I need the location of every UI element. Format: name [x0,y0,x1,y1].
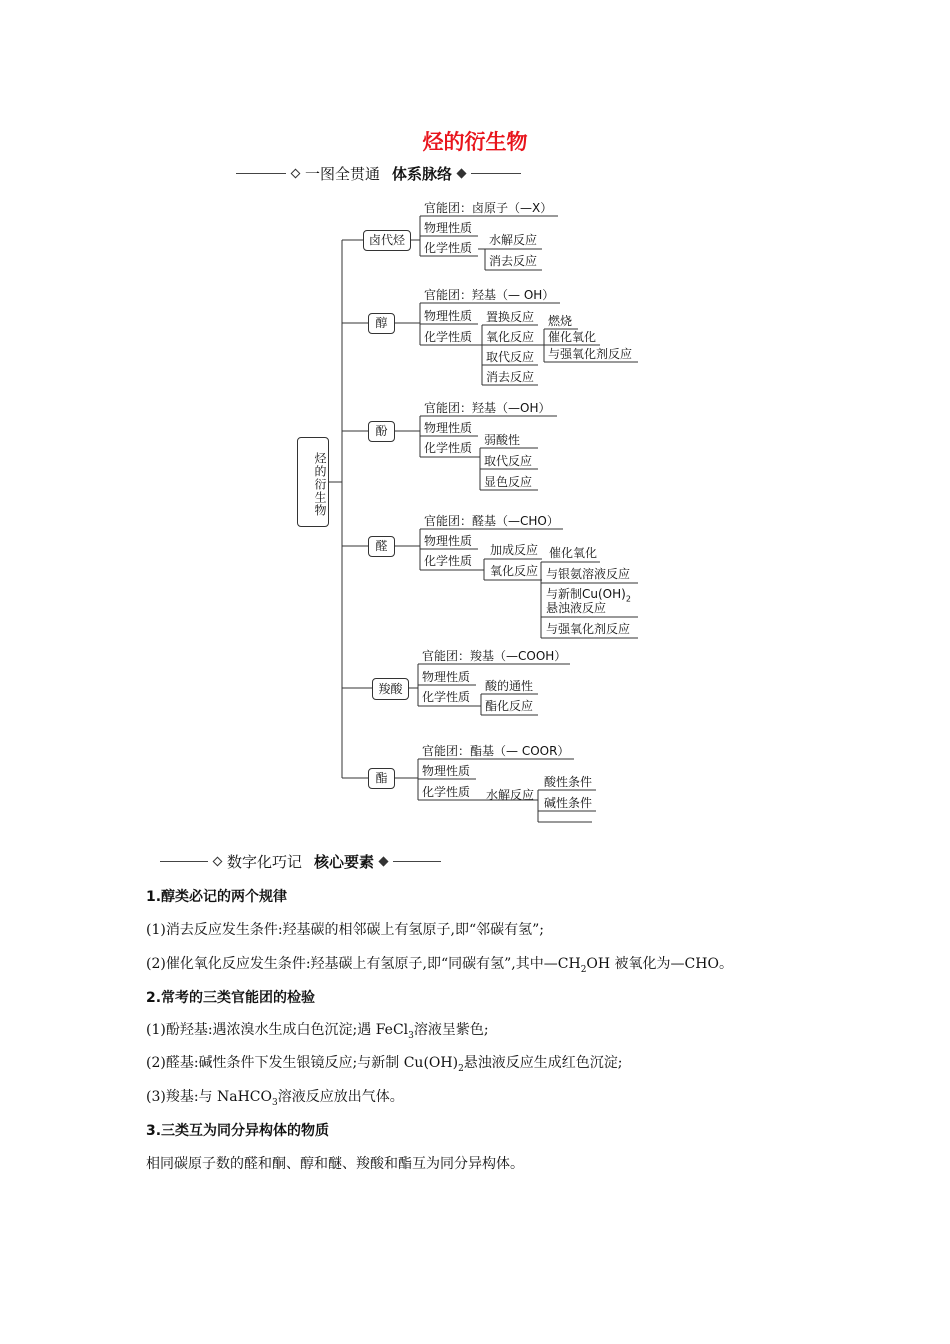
halo-chem: 化学性质 [424,241,473,255]
halo-r1: 水解反应 [489,233,538,247]
subscript: 2 [458,1063,464,1074]
paragraph [146,1019,489,1041]
text: (1)酚羟基:遇浓溴水生成白色沉淀;遇 FeCl [146,1022,409,1038]
subscript: 3 [272,1097,278,1108]
phenol-group: 官能团：羟基（—OH） [424,401,551,415]
subscript: 2 [580,964,587,975]
halo-group: 官能团：卤原子（—X） [424,201,553,215]
heading-2: 2.常考的三类官能团的检验 [146,990,316,1006]
acid-chem: 化学性质 [422,690,471,704]
acid-r1: 酸的通性 [485,679,534,693]
section-header-right: 体系脉络 [392,165,453,183]
alcohol-o1: 燃烧 [548,314,573,328]
aldehyde-o1: 催化氧化 [549,546,598,560]
subscript: 2 [625,594,631,604]
diamond-icon [213,857,223,867]
aldehyde-group: 官能团：醛基（—CHO） [424,514,559,528]
text: 溶液呈紫色; [413,1022,489,1038]
phenol-r1: 弱酸性 [484,433,521,447]
ester-o1: 酸性条件 [544,775,593,789]
node-alcohol: 醇 [368,313,395,334]
ester-r1: 水解反应 [486,788,535,802]
section-header-core [160,851,441,872]
alcohol-o2: 催化氧化 [548,330,597,344]
phenol-phys: 物理性质 [424,421,473,435]
paragraph [146,1052,623,1074]
paragraph: (1)消去反应发生条件:羟基碳的相邻碳上有氢原子,即“邻碳有氢”; [146,922,545,938]
root-node: 烃的衍生物 [297,437,329,527]
divider [160,861,208,862]
aldehyde-o2: 与银氨溶液反应 [546,567,631,581]
text: (2)催化氧化反应发生条件:羟基碳上有氢原子,即“同碳有氢”,其中—CH [146,956,581,972]
aldehyde-r1: 加成反应 [490,543,539,557]
divider [393,861,441,862]
node-phenol: 酚 [368,421,395,442]
heading-3: 3.三类互为同分异构体的物质 [146,1123,330,1139]
paragraph [146,953,733,975]
page-title: 烃的衍生物 [422,130,528,154]
acid-group: 官能团：羧基（—COOH） [422,649,567,663]
node-haloalkane: 卤代烃 [363,230,411,251]
node-aldehyde: 醛 [368,536,395,557]
phenol-r3: 显色反应 [484,475,533,489]
paragraph: 相同碳原子数的醛和酮、醇和醚、羧酸和酯互为同分异构体。 [146,1156,524,1172]
aldehyde-phys: 物理性质 [424,534,473,548]
alcohol-r3: 取代反应 [486,350,535,364]
alcohol-r2: 氧化反应 [486,330,535,344]
subscript: 3 [408,1030,414,1041]
aldehyde-o4: 与强氧化剂反应 [546,622,631,636]
paragraph [146,1086,404,1108]
ester-chem: 化学性质 [422,785,471,799]
node-ester: 酯 [368,768,395,789]
aldehyde-o3-line2: 悬浊液反应 [546,601,607,615]
text: (2)醛基:碱性条件下发生银镜反应;与新制 Cu(OH) [146,1055,459,1071]
ester-phys: 物理性质 [422,764,471,778]
aldehyde-chem: 化学性质 [424,554,473,568]
alcohol-r1: 置换反应 [486,310,535,324]
alcohol-phys: 物理性质 [424,309,473,323]
halo-phys: 物理性质 [424,221,473,235]
node-carboxylic-acid: 羧酸 [372,678,409,700]
section-header-left: 数字化巧记 [227,853,303,871]
acid-phys: 物理性质 [422,670,471,684]
section-header-right: 核心要素 [314,853,375,871]
aldehyde-o3-text: 与新制Cu(OH) [546,587,626,601]
text: (3)羧基:与 NaHCO [146,1089,272,1105]
alcohol-chem: 化学性质 [424,330,473,344]
section-header-left: 一图全贯通 [305,165,381,183]
alcohol-o3: 与强氧化剂反应 [548,347,633,361]
acid-r2: 酯化反应 [485,699,534,713]
phenol-r2: 取代反应 [484,454,533,468]
halo-r2: 消去反应 [489,254,538,268]
phenol-chem: 化学性质 [424,441,473,455]
ester-group: 官能团：酯基（— COOR） [422,744,570,758]
diamond-icon [379,857,389,867]
text: OH 被氧化为—CHO。 [586,956,733,972]
text: 溶液反应放出气体。 [277,1089,404,1105]
ester-o2: 碱性条件 [544,796,593,810]
aldehyde-r2: 氧化反应 [490,564,539,578]
heading-1: 1.醇类必记的两个规律 [146,889,288,905]
alcohol-group: 官能团：羟基（— OH） [424,288,555,302]
alcohol-r4: 消去反应 [486,370,535,384]
text: 悬浊液反应生成红色沉淀; [463,1055,623,1071]
